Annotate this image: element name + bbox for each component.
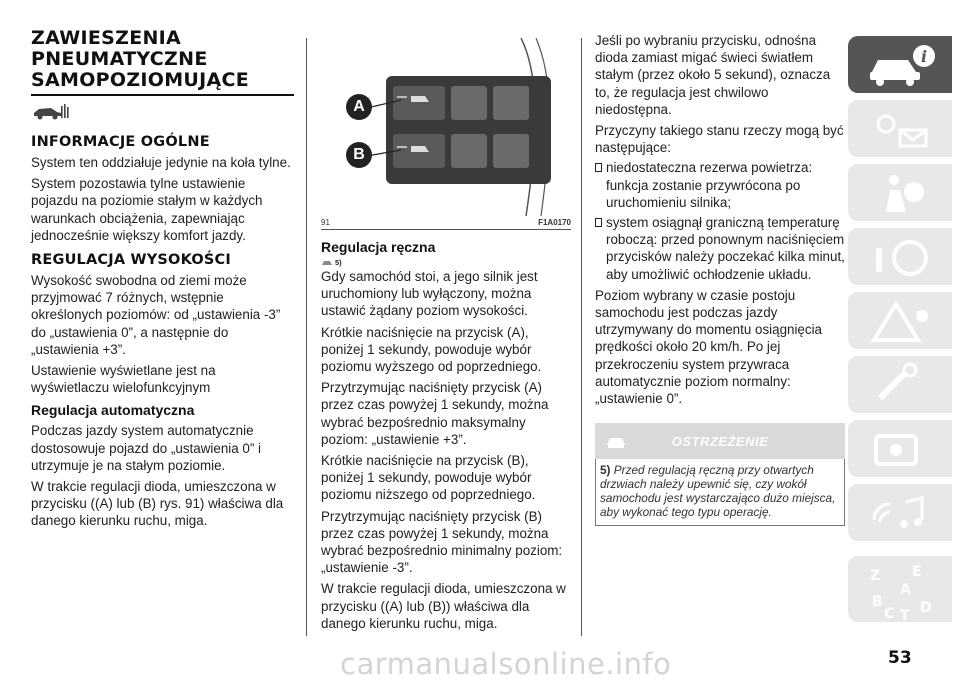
section-heading-general: INFORMACJE OGÓLNE <box>31 134 210 150</box>
svg-text:C: C <box>884 606 895 622</box>
paragraph: Przytrzymując naciśnięty przycisk (A) przez czas powyżej 1 sekundy, można wybrać bezpośrednio maksymalny poziom: „ustawienie +3”. <box>321 380 549 447</box>
multimedia-icon <box>866 490 938 536</box>
car-info-icon <box>866 42 938 88</box>
tab-starting-driving[interactable] <box>848 228 952 285</box>
key-steering-icon <box>866 234 938 280</box>
column-right <box>595 32 845 526</box>
svg-text:i: i <box>921 47 928 66</box>
warning-car-icon <box>321 257 333 267</box>
column-middle <box>321 38 571 632</box>
paragraph: System pozostawia tylne ustawienie pojazdu na poziomie stałym w każdych warunkach obciążenia, zapewniając jednocześnie większy komfort jazdy. <box>31 176 263 243</box>
figure-code: F1A0170 <box>538 218 571 227</box>
column-left <box>31 28 294 530</box>
dashboard-lights-icon <box>866 106 938 152</box>
svg-text:Z: Z <box>870 568 881 584</box>
tab-dashboard[interactable] <box>848 100 952 157</box>
page-title: ZAWIESZENIA PNEUMATYCZNE SAMOPOZIOMUJĄCE <box>31 27 250 91</box>
warning-car-icon <box>605 432 627 450</box>
list-item: system osiągnął graniczną temperaturę roboczą: przed ponownym naciśnięciem przycisków należy poczekać kilka minut, aby umożliwić ochłodzenie układu. <box>595 214 845 283</box>
tab-technical-data[interactable] <box>848 420 952 477</box>
paragraph: Ustawienie wyświetlane jest na wyświetlaczu wielofunkcyjnym <box>31 363 216 396</box>
svg-text:B: B <box>872 594 883 610</box>
tab-safety[interactable] <box>848 164 952 221</box>
column-divider <box>581 38 582 636</box>
paragraph: W trakcie regulacji dioda, umieszczona w przycisku ((A) lub (B) rys. 91) właściwa dla danego kierunku ruchu, miga. <box>31 479 284 529</box>
tab-multimedia[interactable] <box>848 484 952 541</box>
paragraph: Krótkie naciśnięcie na przycisk (B), poniżej 1 sekundy, powoduje wybór poziomu niższego od poprzedniego. <box>321 453 536 503</box>
tab-emergency[interactable] <box>848 292 952 349</box>
subheading-manual: Regulacja ręczna <box>321 239 436 255</box>
figure-suspension-buttons <box>321 38 571 216</box>
paragraph: Krótkie naciśnięcie na przycisk (A), poniżej 1 sekundy, powoduje wybór poziomu wyższego od poprzedniego. <box>321 324 542 375</box>
paragraph: Gdy samochód stoi, a jego silnik jest uruchomiony lub wyłączony, można ustawić żądany poziom wysokości. <box>321 269 538 319</box>
note-reference: 5) <box>321 257 571 267</box>
warning-header <box>595 423 845 459</box>
index-letters-icon <box>866 562 944 622</box>
bullet-box-icon <box>595 218 602 227</box>
paragraph: Przyczyny takiego stanu rzeczy mogą być następujące: <box>595 123 844 156</box>
watermark: carmanualsonline.info <box>340 647 672 678</box>
paragraph: System ten oddziałuje jedynie na koła tylne. <box>31 155 291 170</box>
subheading-automatic: Regulacja automatyczna <box>31 402 195 419</box>
list-item: niedostateczna rezerwa powietrza: funkcja zostanie przywrócona po uruchomieniu silnika; <box>595 159 845 211</box>
tab-index[interactable] <box>848 556 952 622</box>
warning-triangle-icon <box>866 298 938 344</box>
column-divider <box>306 38 307 636</box>
bullet-box-icon <box>595 163 602 172</box>
paragraph: W trakcie regulacji dioda, umieszczona w przycisku ((A) lub (B)) właściwa dla danego kierunku ruchu, miga. <box>321 581 566 631</box>
section-heading-height: REGULACJA WYSOKOŚCI <box>31 252 231 269</box>
warning-title: OSTRZEŻENIE <box>671 433 769 449</box>
chapter-tabs <box>848 0 960 678</box>
tab-car-info[interactable] <box>848 36 952 93</box>
callout-b: B <box>346 142 372 168</box>
paragraph: Poziom wybrany w czasie postoju samochodu jest podczas jazdy utrzymywany do momentu osiągnięcia prędkości około 20 km/h. Po jej przekroczeniu system przywraca automatycznie poziom normalny: „ustawienie 0”. <box>595 287 823 407</box>
paragraph: Jeśli po wybraniu przycisku, odnośna dioda zamiast migać świeci światłem stałym (przez około 5 sekund), oznacza to, że regulacja jest chwilowo niedostępna. <box>595 33 831 117</box>
safety-airbag-icon <box>866 170 938 216</box>
warning-text: 5) Przed regulacją ręczną przy otwartych drzwiach należy upewnić się, czy wokół samochodu jest wystarczająco dużo miejsca, aby wykonać tego typu operację. <box>595 459 845 526</box>
callout-a: A <box>346 94 372 120</box>
paragraph: Podczas jazdy system automatycznie dostosowuje pojazd do „ustawienia 0” i utrzymuje je na stałym poziomie. <box>31 423 262 473</box>
page-number: 53 <box>888 648 912 668</box>
paragraph: Wysokość swobodna od ziemi może przyjmować 7 różnych, wstępnie określonych poziomów: od „ustawienia -3” do „ustawienia 0”, a następnie do „ustawienia +3”. <box>31 273 281 357</box>
button-panel-illustration <box>321 38 571 216</box>
title-underline <box>31 94 294 96</box>
svg-text:D: D <box>920 600 932 616</box>
figure-caption <box>321 218 571 230</box>
tab-maintenance[interactable] <box>848 356 952 413</box>
raised-car-suspension-icon <box>31 103 69 121</box>
svg-text:E: E <box>912 564 922 580</box>
svg-text:T: T <box>900 608 910 622</box>
service-wrench-icon <box>866 362 938 408</box>
technical-data-icon <box>866 426 938 472</box>
paragraph: Przytrzymując naciśnięty przycisk (B) przez czas powyżej 1 sekundy, można wybrać bezpośrednio minimalny poziom: „ustawienie -3”. <box>321 508 563 576</box>
warning-box <box>595 423 845 526</box>
svg-text:A: A <box>900 582 911 598</box>
figure-number: 91 <box>321 218 330 227</box>
